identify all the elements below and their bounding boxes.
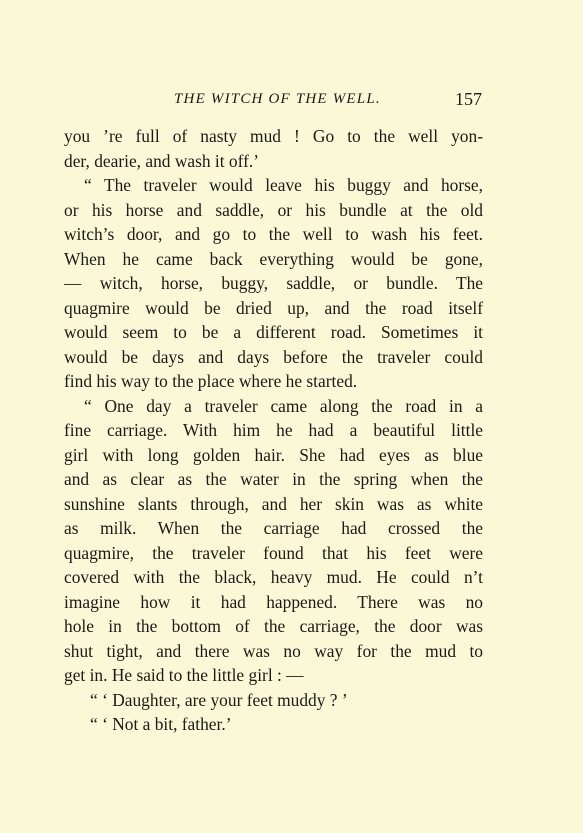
text-line: and as clear as the water in the spring when the	[64, 469, 483, 489]
text-line: get in. He said to the little girl : —	[64, 665, 304, 685]
running-title: THE WITCH OF THE WELL.	[174, 91, 381, 107]
text-line: hole in the bottom of the carriage, the door was	[64, 616, 483, 636]
text-line: or his horse and saddle, or his bundle at the old	[64, 199, 483, 220]
text-line: shut tight, and there was no way for the mud to	[64, 640, 483, 661]
text-line: witch’s door, and go to the well to wash his feet.	[64, 224, 483, 244]
text-line: “ One day a traveler came along the road in a	[84, 395, 483, 416]
text-line: imagine how it had happened. There was no	[64, 591, 483, 612]
page-header	[62, 91, 488, 115]
text-line: quagmire would be dried up, and the road itself	[64, 297, 483, 318]
text-line: as milk. When the carriage had crossed the	[64, 518, 483, 538]
page-number: 157	[455, 89, 482, 109]
text-line: “ The traveler would leave his buggy and horse,	[84, 175, 483, 195]
text-line: “ ‘ Not a bit, father.’	[90, 714, 232, 734]
text-line: covered with the black, heavy mud. He could n’t	[64, 567, 483, 587]
text-line: When he came back everything would be gone,	[64, 248, 483, 269]
text-line: der, dearie, and wash it off.’	[64, 150, 260, 171]
text-line: girl with long golden hair. She had eyes as blue	[64, 444, 483, 465]
text-line: you ’re full of nasty mud ! Go to the well yon-	[64, 126, 483, 146]
text-line: “ ‘ Daughter, are your feet muddy ? ’	[90, 689, 348, 710]
text-line: — witch, horse, buggy, saddle, or bundle. The	[64, 273, 483, 293]
text-line: sunshine slants through, and her skin was as white	[64, 493, 483, 514]
text-line: find his way to the place where he started.	[64, 371, 358, 391]
text-line: quagmire, the traveler found that his feet were	[64, 542, 483, 563]
text-line: would be days and days before the traveler could	[64, 346, 483, 367]
text-line: would seem to be a different road. Sometimes it	[64, 322, 483, 342]
body-text	[64, 124, 483, 737]
text-line: fine carriage. With him he had a beautiful little	[64, 420, 483, 440]
